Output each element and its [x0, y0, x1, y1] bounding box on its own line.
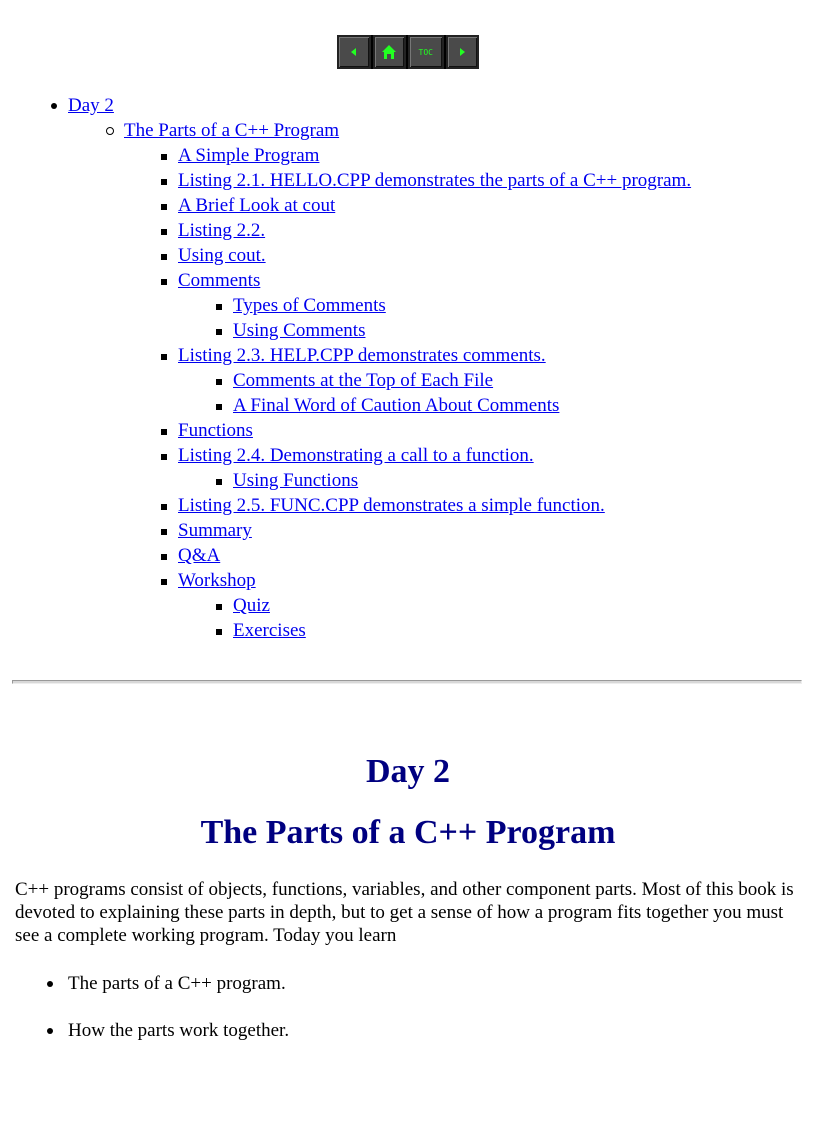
square-bullet — [213, 468, 225, 493]
chapter-title: The Parts of a C++ Program — [200, 814, 616, 851]
toc-link[interactable]: Types of Comments — [233, 295, 386, 316]
toc-button[interactable] — [408, 35, 443, 69]
toc-link[interactable]: Using Comments — [233, 320, 366, 341]
toc-link[interactable]: Listing 2.1. HELLO.CPP demonstrates the parts of a C++ program. — [178, 170, 692, 191]
right-arrow-icon — [456, 46, 468, 58]
square-bullet — [158, 143, 170, 168]
toc-link[interactable]: Quiz — [233, 595, 270, 616]
navigation-toolbar — [337, 35, 479, 69]
square-bullet — [213, 393, 225, 418]
toc-link[interactable]: Listing 2.2. — [178, 220, 266, 241]
square-bullet — [158, 193, 170, 218]
square-bullet — [213, 368, 225, 393]
square-bullet — [213, 293, 225, 318]
toc-link[interactable]: Workshop — [178, 570, 256, 591]
home-button[interactable] — [373, 35, 407, 69]
square-bullet — [158, 268, 170, 293]
previous-button[interactable] — [337, 35, 371, 69]
toc-link[interactable]: Listing 2.4. Demonstrating a call to a function. — [178, 445, 534, 466]
next-button[interactable] — [446, 35, 480, 69]
toc-link[interactable]: Q&A — [178, 545, 221, 566]
toc-link-chapter[interactable]: The Parts of a C++ Program — [124, 120, 340, 141]
toc-link[interactable]: A Brief Look at cout — [178, 195, 336, 216]
square-bullet — [213, 618, 225, 643]
learn-item: How the parts work together. — [68, 1020, 290, 1041]
toc-link[interactable]: Listing 2.3. HELP.CPP demonstrates comments. — [178, 345, 546, 366]
square-bullet — [158, 443, 170, 468]
learn-item: The parts of a C++ program. — [68, 973, 286, 994]
toc-link[interactable]: Functions — [178, 420, 253, 441]
disc-bullet — [46, 971, 58, 996]
square-bullet — [158, 418, 170, 443]
toc-link[interactable]: A Final Word of Caution About Comments — [233, 395, 560, 416]
toc-link[interactable]: Using Functions — [233, 470, 359, 491]
circle-bullet — [104, 118, 116, 143]
toc-link[interactable]: Comments at the Top of Each File — [233, 370, 494, 391]
toc-link-day[interactable]: Day 2 — [68, 95, 114, 116]
disc-bullet — [46, 1018, 58, 1043]
toc-link[interactable]: Comments — [178, 270, 261, 291]
disc-bullet — [48, 93, 60, 118]
toc-label: TOC — [418, 47, 433, 57]
intro-paragraph: C++ programs consist of objects, functions, variables, and other component parts. Most of this book is devoted to explaining these parts in depth, but to get a sense of how a program fits together you must see a complete working program. Today you learn — [15, 879, 794, 946]
horizontal-divider — [12, 680, 802, 684]
toc-link[interactable]: Using cout. — [178, 245, 266, 266]
left-arrow-icon — [348, 46, 360, 58]
square-bullet — [158, 343, 170, 368]
square-bullet — [158, 243, 170, 268]
square-bullet — [213, 593, 225, 618]
home-icon — [381, 44, 397, 60]
square-bullet — [158, 543, 170, 568]
day-heading: Day 2 — [365, 753, 451, 790]
toc-link[interactable]: A Simple Program — [178, 145, 320, 166]
square-bullet — [158, 168, 170, 193]
toc-link[interactable]: Listing 2.5. FUNC.CPP demonstrates a simple function. — [178, 495, 605, 516]
square-bullet — [158, 218, 170, 243]
square-bullet — [158, 493, 170, 518]
square-bullet — [158, 518, 170, 543]
toc-link[interactable]: Summary — [178, 520, 252, 541]
toc-link[interactable]: Exercises — [233, 620, 306, 641]
square-bullet — [158, 568, 170, 593]
square-bullet — [213, 318, 225, 343]
